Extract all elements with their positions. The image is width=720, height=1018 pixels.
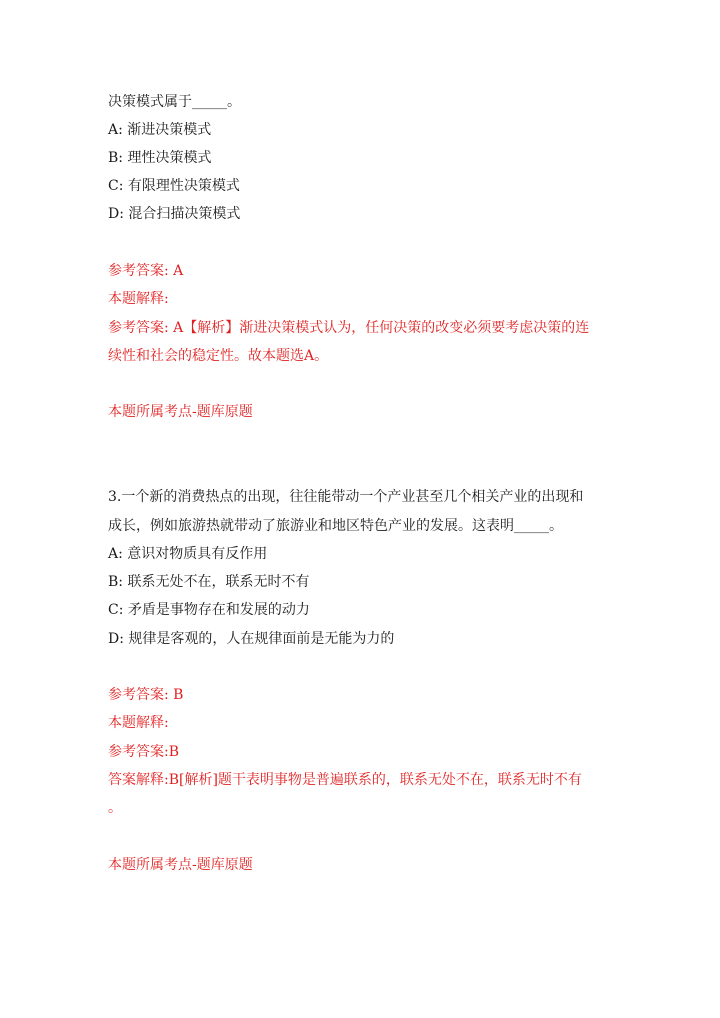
explanation-text-cont: 。 xyxy=(108,800,122,816)
explanation-label: 本题解释: xyxy=(108,291,169,307)
option-b: B: 联系无处不在，联系无时不有 xyxy=(108,574,310,590)
question-stem: 3.一个新的消费热点的出现，往往能带动一个产业甚至几个相关产业的出现和 xyxy=(108,489,584,505)
source-note: 本题所属考点-题库原题 xyxy=(108,404,253,420)
reference-answer: 参考答案: A xyxy=(108,263,184,279)
option-a: A: 渐进决策模式 xyxy=(108,122,212,138)
option-b: B: 理性决策模式 xyxy=(108,150,212,166)
option-d: D: 混合扫描决策模式 xyxy=(108,206,241,222)
option-c: C: 有限理性决策模式 xyxy=(108,178,240,194)
reference-answer: 参考答案: B xyxy=(108,687,184,703)
option-a: A: 意识对物质具有反作用 xyxy=(108,546,268,562)
explanation-text: 参考答案: A【解析】渐进决策模式认为，任何决策的改变必须要考虑决策的连 xyxy=(108,320,590,336)
explanation-text: 答案解释:B[解析]题干表明事物是普遍联系的，联系无处不在，联系无时不有 xyxy=(108,772,582,788)
question-stem-cont: 成长，例如旅游热就带动了旅游业和地区特色产业的发展。这表明_____。 xyxy=(108,518,563,534)
explanation-text-cont: 续性和社会的稳定性。故本题选A。 xyxy=(108,348,329,364)
explanation-label: 本题解释: xyxy=(108,715,169,731)
question-stem: 决策模式属于_____。 xyxy=(108,94,241,110)
reference-answer-detail: 参考答案:B xyxy=(108,744,180,760)
option-c: C: 矛盾是事物存在和发展的动力 xyxy=(108,602,310,618)
option-d: D: 规律是客观的，人在规律面前是无能为力的 xyxy=(108,631,395,647)
source-note: 本题所属考点-题库原题 xyxy=(108,857,253,873)
